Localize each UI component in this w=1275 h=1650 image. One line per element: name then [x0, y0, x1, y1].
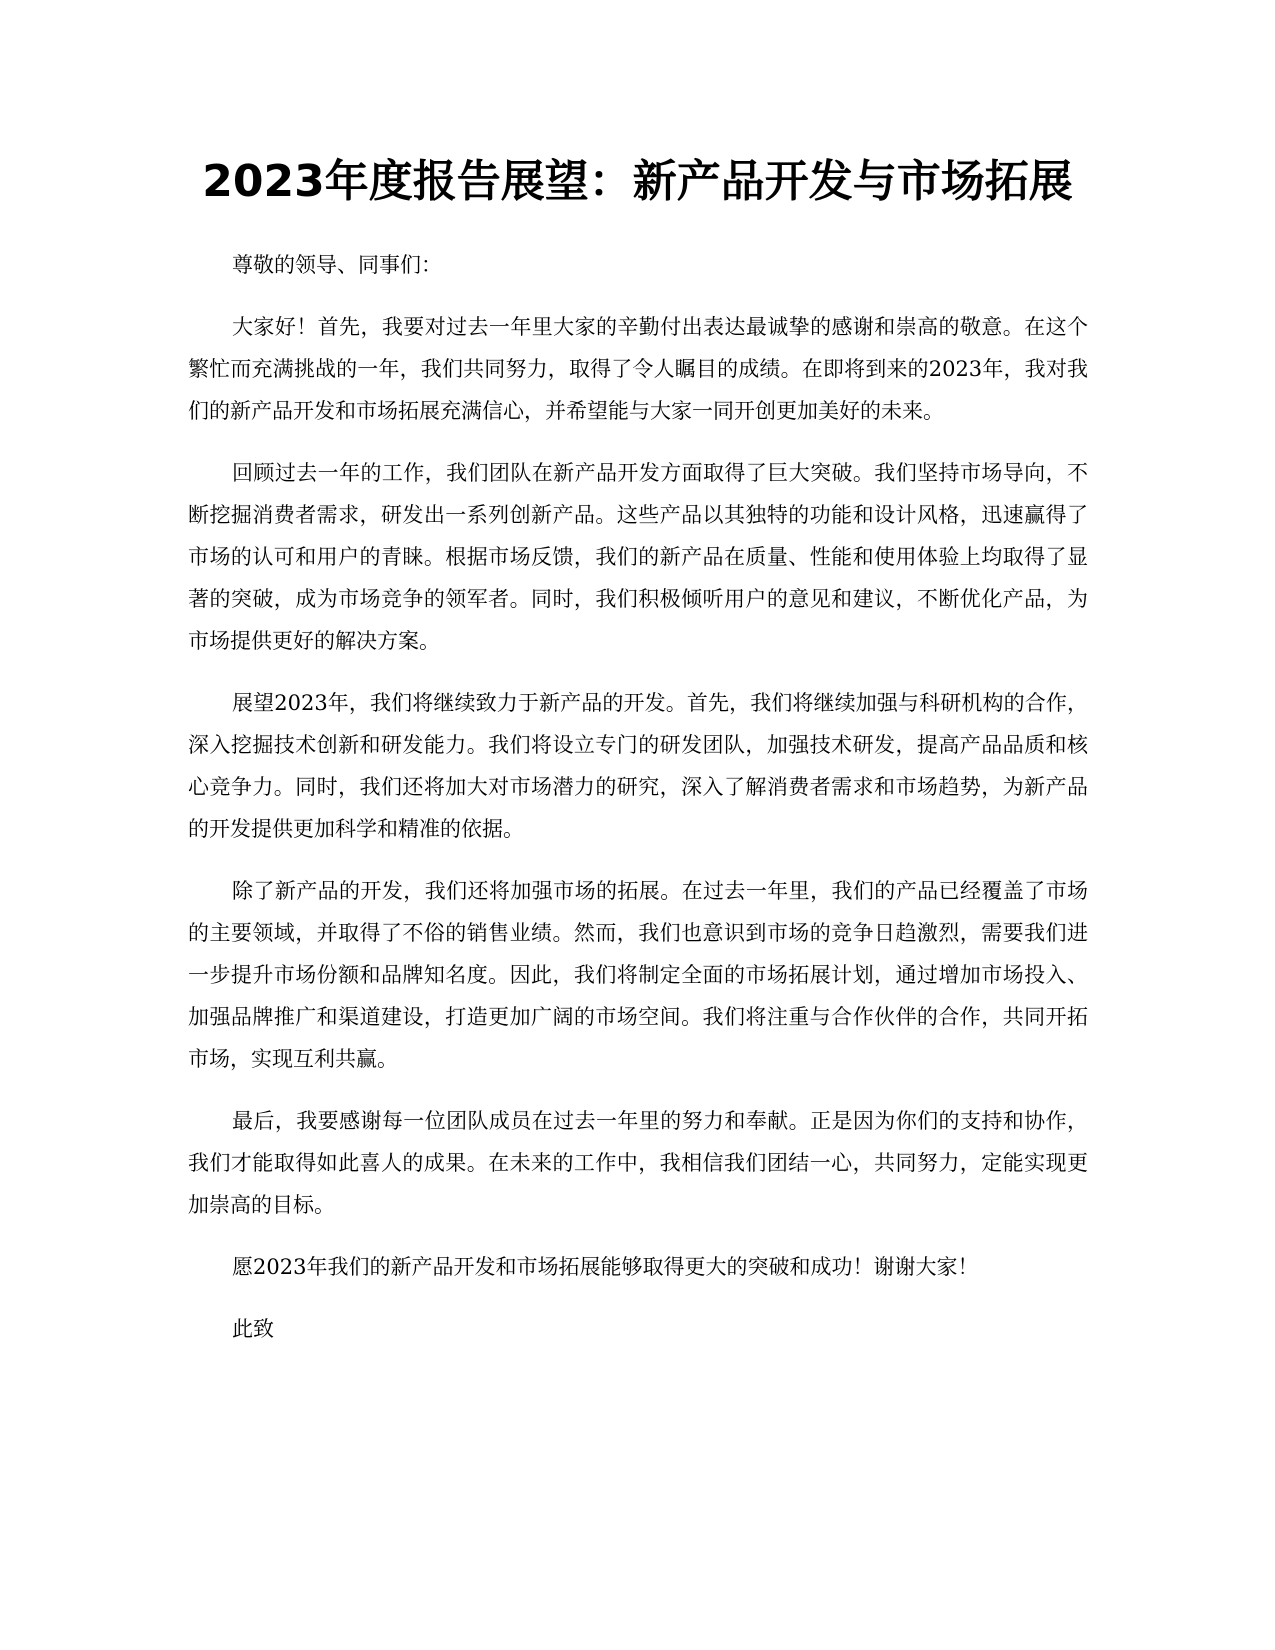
paragraph-thanks: 最后，我要感谢每一位团队成员在过去一年里的努力和奉献。正是因为你们的支持和协作，我们才能取得如此喜人的成果。在未来的工作中，我相信我们团结一心，共同努力，定能实现更加崇高的目标。 — [188, 1109, 1088, 1217]
paragraph-greeting: 大家好！首先，我要对过去一年里大家的辛勤付出表达最诚挚的感谢和崇高的敬意。在这个繁忙而充满挑战的一年，我们共同努力，取得了令人瞩目的成绩。在即将到来的2023年，我对我们的新产品开发和市场拓展充满信心，并希望能与大家一同开创更加美好的未来。 — [188, 315, 1088, 423]
document-body — [188, 244, 1088, 1370]
paragraph-outlook: 展望2023年，我们将继续致力于新产品的开发。首先，我们将继续加强与科研机构的合作，深入挖掘技术创新和研发能力。我们将设立专门的研发团队，加强技术研发，提高产品品质和核心竞争力。同时，我们还将加大对市场潜力的研究，深入了解消费者需求和市场趋势，为新产品的开发提供更加科学和精准的依据。 — [188, 691, 1088, 841]
paragraph-wishes: 愿2023年我们的新产品开发和市场拓展能够取得更大的突破和成功！谢谢大家！ — [232, 1255, 979, 1279]
salutation: 尊敬的领导、同事们： — [232, 253, 442, 277]
paragraph-market-expansion: 除了新产品的开发，我们还将加强市场的拓展。在过去一年里，我们的产品已经覆盖了市场的主要领域，并取得了不俗的销售业绩。然而，我们也意识到市场的竞争日趋激烈，需要我们进一步提升市场份额和品牌知名度。因此，我们将制定全面的市场拓展计划，通过增加市场投入、加强品牌推广和渠道建设，打造更加广阔的市场空间。我们将注重与合作伙伴的合作，共同开拓市场，实现互利共赢。 — [188, 879, 1088, 1071]
paragraph-review: 回顾过去一年的工作，我们团队在新产品开发方面取得了巨大突破。我们坚持市场导向，不断挖掘消费者需求，研发出一系列创新产品。这些产品以其独特的功能和设计风格，迅速赢得了市场的认可和用户的青睐。根据市场反馈，我们的新产品在质量、性能和使用体验上均取得了显著的突破，成为市场竞争的领军者。同时，我们积极倾听用户的意见和建议，不断优化产品，为市场提供更好的解决方案。 — [188, 461, 1088, 653]
document-title: 2023年度报告展望：新产品开发与市场拓展 — [202, 156, 1073, 207]
closing: 此致 — [232, 1317, 274, 1341]
